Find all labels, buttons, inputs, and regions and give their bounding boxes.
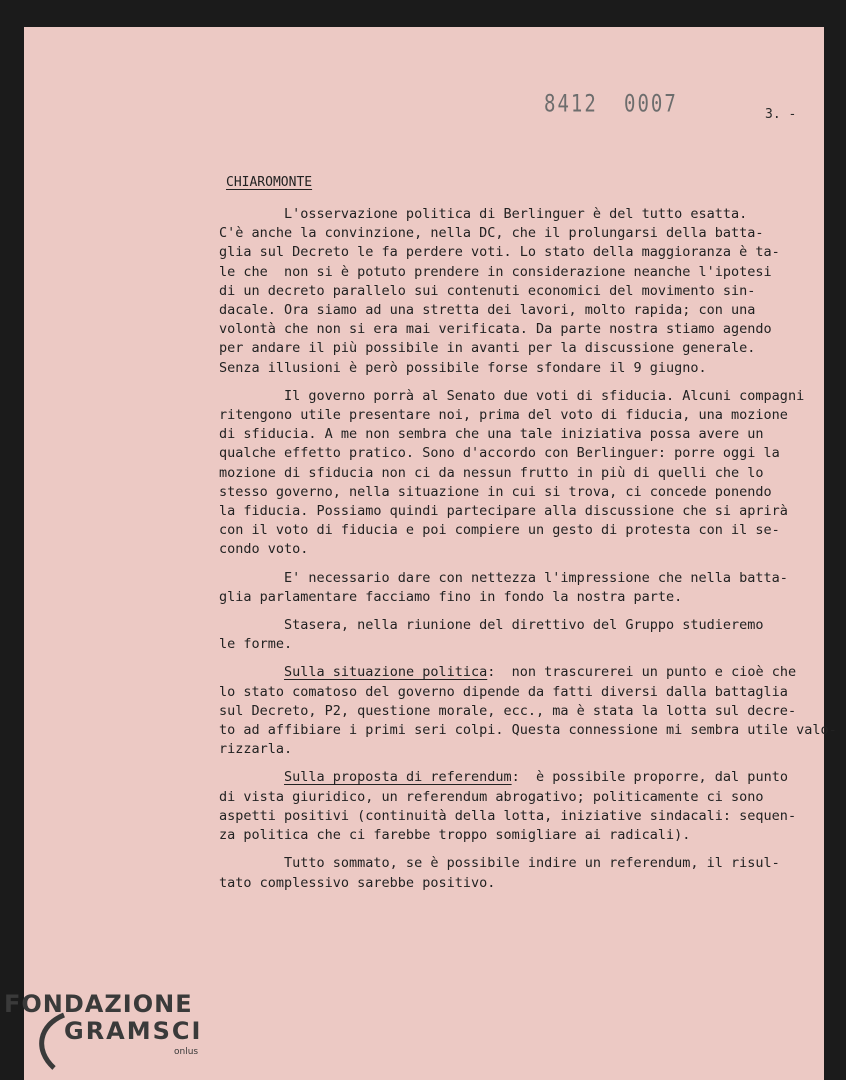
- text-line: ritengono utile presentare noi, prima del voto di fiducia, una mozione: [219, 407, 788, 424]
- text-line: di sfiducia. A me non sembra che una tale iniziativa possa avere un: [219, 426, 764, 443]
- paragraph-3: [219, 569, 819, 607]
- text-line: dacale. Ora siamo ad una stretta dei lavori, molto rapida; con una: [219, 302, 756, 319]
- watermark-line-1: FONDAZIONE: [4, 990, 193, 1018]
- paragraph-first-line: Sulla situazione politica: non trascurerei un punto e cioè che: [284, 664, 797, 681]
- text-line: qualche effetto pratico. Sono d'accordo con Berlinguer: porre oggi la: [219, 445, 780, 462]
- text-line: sul Decreto, P2, questione morale, ecc., ma è stata la lotta sul decre-: [219, 702, 797, 719]
- page-number: 3. -: [765, 107, 797, 122]
- text-line: mozione di sfiducia non ci da nessun frutto in più di quelli che lo: [219, 464, 764, 481]
- text-line: di un decreto parallelo sui contenuti economici del movimento sin-: [219, 282, 756, 299]
- text-line: E' necessario dare con nettezza l'impressione che nella batta-: [219, 569, 788, 586]
- text-line: to ad affibiare i primi seri colpi. Questa connessione mi sembra utile valo-: [219, 722, 837, 739]
- paragraph-4: [219, 616, 819, 654]
- section-lead: Sulla proposta di referendum: [284, 769, 512, 786]
- archive-stamp-right: 0007: [624, 90, 678, 118]
- text-line: tato complessivo sarebbe positivo.: [219, 874, 496, 891]
- text-line: con il voto di fiducia e poi compiere un gesto di protesta con il se-: [219, 522, 780, 539]
- text-line: Stasera, nella riunione del direttivo del Gruppo studieremo: [219, 617, 764, 634]
- text-line: glia sul Decreto le fa perdere voti. Lo stato della maggioranza è ta-: [219, 244, 780, 261]
- text-line: le che non si è potuto prendere in considerazione neanche l'ipotesi: [219, 263, 772, 280]
- speaker-heading: CHIAROMONTE: [226, 175, 313, 190]
- text-line: condo voto.: [219, 541, 309, 558]
- section-lead: Sulla situazione politica: [284, 664, 488, 681]
- text-line: glia parlamentare facciamo fino in fondo la nostra parte.: [219, 588, 683, 605]
- text-line: aspetti positivi (continuità della lotta, iniziative sindacali: sequen-: [219, 807, 797, 824]
- paragraph-first-line: Sulla proposta di referendum: è possibile proporre, dal punto: [284, 769, 788, 786]
- text-line: Senza illusioni è però possibile forse sfondare il 9 giugno.: [219, 359, 707, 376]
- text-line: Il governo porrà al Senato due voti di sfiducia. Alcuni compagni: [219, 387, 805, 404]
- paragraph-1: [219, 205, 819, 378]
- text-line: za politica che ci farebbe troppo somigliare ai radicali).: [219, 827, 691, 844]
- watermark-line-2: GRAMSCI: [64, 1017, 203, 1045]
- text-line: le forme.: [219, 636, 293, 653]
- archive-stamp-left: 8412: [544, 90, 598, 118]
- paragraph-5: [219, 663, 837, 759]
- text-line: L'osservazione politica di Berlinguer è del tutto esatta.: [219, 206, 748, 222]
- text-line: lo stato comatoso del governo dipende da fatti diversi dalla battaglia: [219, 683, 788, 700]
- text-line: stesso governo, nella situazione in cui si trova, ci concede ponendo: [219, 483, 772, 500]
- text-line: per andare il più possibile in avanti per la discussione generale.: [219, 340, 756, 357]
- text-line: C'è anche la convinzione, nella DC, che il prolungarsi della batta-: [219, 225, 764, 242]
- document-body: [219, 205, 837, 902]
- text-line: volontà che non si era mai verificata. Da parte nostra stiamo agendo: [219, 321, 772, 338]
- text-line: rizzarla.: [219, 741, 293, 758]
- paragraph-2: [219, 387, 819, 560]
- text-line: di vista giuridico, un referendum abrogativo; politicamente ci sono: [219, 788, 764, 805]
- watermark-line-3: onlus: [174, 1047, 199, 1057]
- paragraph-6: [219, 768, 819, 845]
- text-line: la fiducia. Possiamo quindi partecipare alla discussione che si aprirà: [219, 503, 788, 520]
- text-line: Tutto sommato, se è possibile indire un referendum, il risul-: [219, 855, 780, 872]
- paragraph-7: [219, 854, 819, 892]
